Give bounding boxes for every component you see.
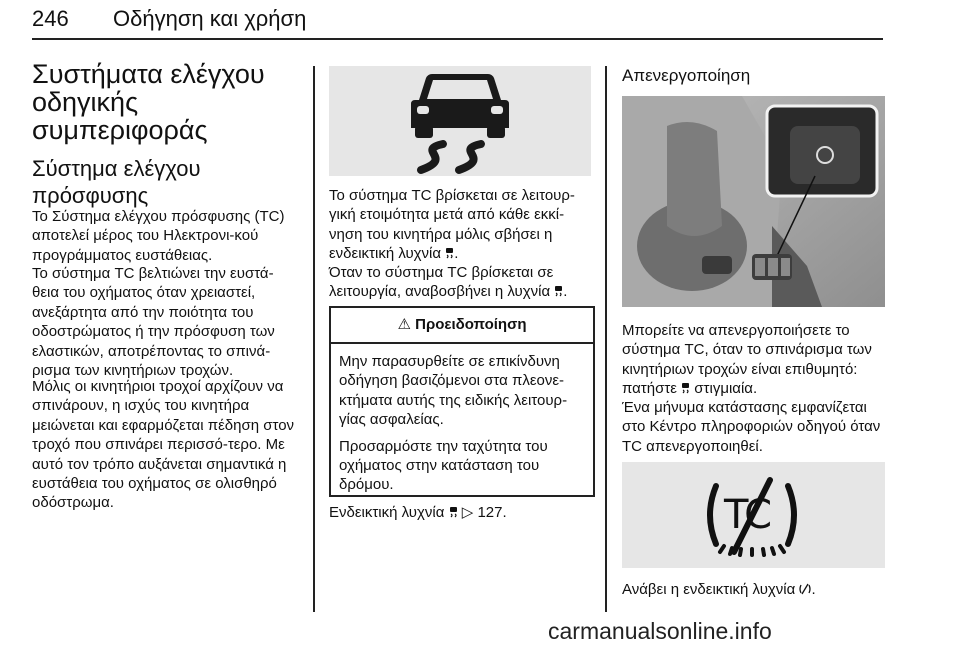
tc-off-lamp-icon [622, 462, 885, 568]
right-paragraph-1-text: Μπορείτε να απενεργοποιήσετε το σύστημα TC, όταν το σπινάρισμα των κινητήριων τροχών είναι επιθυμητό: πατήστε [622, 322, 872, 398]
reference-text: Ενδεικτική λυχνία [329, 504, 445, 521]
watermark: carmanualsonline.info [548, 618, 772, 644]
warning-triangle-icon: ⚠ [397, 316, 411, 333]
page-number: 246 [32, 6, 69, 31]
warning-paragraph-1: Μην παρασυρθείτε σε επικίνδυνη οδήγηση βασιζόμενοι στα πλεονε-κτήματα αυτής της ειδικής λειτουρ-γίας ασφαλείας. [339, 353, 568, 429]
left-paragraph-1: Το Σύστημα ελέγχου πρόσφυσης (TC) αποτελεί μέρος του Ηλεκτρονι-κού προγράμματος ευστάθειας. [32, 208, 285, 264]
tc-lamp-icon [681, 380, 690, 392]
warning-title: Προειδοποίηση [415, 316, 527, 333]
right-heading: Απενεργοποίηση [622, 66, 751, 85]
right-paragraph-1 [622, 321, 890, 399]
middle-paragraph-2-text: Όταν το σύστημα TC βρίσκεται σε λειτουργία, αναβοσβήνει η λυχνία [329, 264, 554, 301]
right-paragraph-3-text: Ανάβει η ενδεικτική λυχνία [622, 581, 796, 598]
right-paragraph-1-end: στιγμιαία. [694, 380, 758, 398]
page-reference-arrow-icon: ▷ [461, 504, 474, 521]
column-divider-2 [605, 66, 607, 612]
warning-paragraph-2: Προσαρμόστε την ταχύτητα του οχήματος στην κατάσταση του δρόμου. [339, 437, 548, 494]
right-paragraph-3: Ανάβει η ενδεικτική λυχνία . [622, 581, 816, 598]
reference-page[interactable]: 127. [477, 504, 507, 521]
reference-line [329, 503, 597, 522]
traction-control-skid-icon [329, 66, 591, 176]
warning-body [331, 344, 593, 495]
column-divider-1 [313, 66, 315, 612]
middle-paragraph-1-text: Το σύστημα TC βρίσκεται σε λειτουρ-γική ετοιμότητα μετά από κάθε εκκί-νηση του κινητήρα μόλις σβήσει η ενδεικτική λυχνία [329, 187, 575, 263]
page-title: Οδήγηση και χρήση [113, 6, 307, 31]
tc-symbol-text: TC [724, 492, 771, 538]
tc-lamp-icon [445, 245, 454, 257]
left-paragraph-2: Το σύστημα TC βελτιώνει την ευστά-θεια του οχήματος όταν χρειαστεί, ανεξάρτητα από την ποιότητα του οδοστρώματος ή την πρόσφυση των ελαστικών, αποτρέποντας το σπινά-ρισμα των κινητήριων τροχών. [32, 265, 275, 380]
warning-header [331, 308, 593, 344]
middle-paragraph-1: Το σύστημα TC βρίσκεται σε λειτουρ-γική ετοιμότητα μετά από κάθε εκκί-νηση του κινητήρα μόλις σβήσει η ενδεικτική λυχνία . [329, 187, 575, 263]
subsection-heading: Σύστημα ελέγχου πρόσφυσης [32, 156, 201, 208]
tc-off-lamp-small-icon [799, 581, 811, 593]
right-paragraph-2: Ένα μήνυμα κατάστασης εμφανίζεται στο Κέντρο πληροφοριών οδηγού όταν TC απενεργοποιηθεί. [622, 399, 881, 455]
section-heading: Συστήματα ελέγχου οδηγικής συμπεριφοράς [32, 59, 265, 145]
middle-paragraph-2: Όταν το σύστημα TC βρίσκεται σε λειτουργία, αναβοσβήνει η λυχνία . [329, 264, 568, 301]
tc-lamp-icon [449, 504, 458, 516]
tc-lamp-icon [554, 283, 563, 295]
left-paragraph-3: Μόλις οι κινητήριοι τροχοί αρχίζουν να σπινάρουν, η ισχύς του κινητήρα μειώνεται και εφαρμόζεται πέδηση στον τροχό που σπινάρει περισσό-τερο. Με αυτό τον τρόπο αυξάνεται σημαντικά η ευστάθεια του οχήματος σε ολισθηρό οδόστρωμα. [32, 378, 295, 512]
warning-box [329, 306, 595, 497]
console-photo [622, 96, 885, 307]
header-rule [32, 38, 883, 40]
